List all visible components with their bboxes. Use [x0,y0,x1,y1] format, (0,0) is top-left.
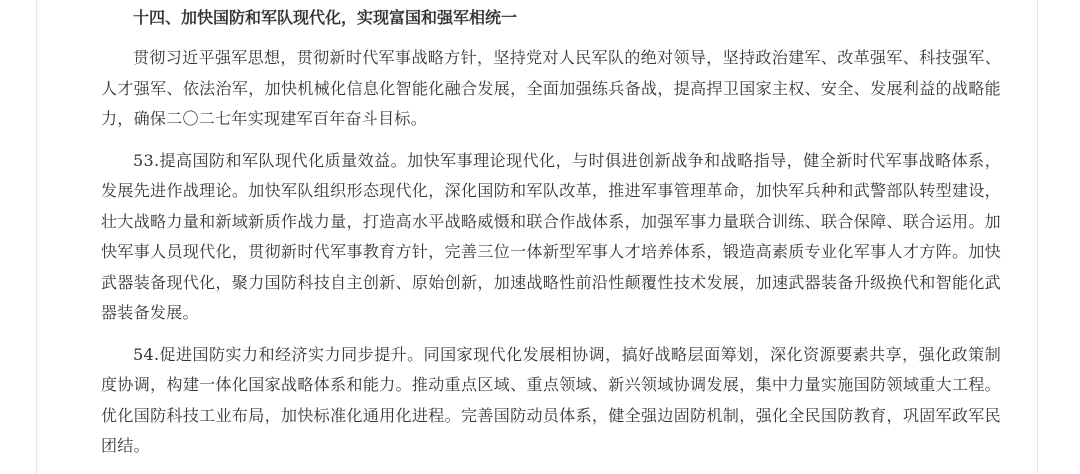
article-body [101,3,1001,473]
section-heading: 十四、加快国防和军队现代化，实现富国和强军相统一 [133,8,518,27]
right-border-rule [1037,0,1038,474]
paragraph-53: 53.提高国防和军队现代化质量效益。加快军事理论现代化，与时俱进创新战争和战略指导，健全新时代军事战略体系，发展先进作战理论。加快军队组织形态现代化，深化国防和军队改革，推进军事管理革命，加快军兵种和武警部队转型建设，壮大战略力量和新域新质作战力量，打造高水平战略威慑和联合作战体系，加强军事力量联合训练、联合保障、联合运用。加快军事人员现代化，贯彻新时代军事教育方针，完善三位一体新型军事人才培养体系，锻造高素质专业化军事人才方阵。加快武器装备现代化，聚力国防科技自主创新、原始创新，加速战略性前沿性颠覆性技术发展，加速武器装备升级换代和智能化武器装备发展。 [101,150,1001,322]
paragraph-54: 54.促进国防实力和经济实力同步提升。同国家现代化发展相协调，搞好战略层面筹划，深化资源要素共享，强化政策制度协调，构建一体化国家战略体系和能力。推动重点区域、重点领域、新兴领域协调发展，集中力量实施国防领域重大工程。优化国防科技工业布局，加快标准化通用化进程。完善国防动员体系，健全强边固防机制，强化全民国防教育，巩固军政军民团结。 [101,344,1001,455]
left-border-rule [36,0,37,474]
intro-paragraph: 贯彻习近平强军思想，贯彻新时代军事战略方针，坚持党对人民军队的绝对领导，坚持政治建军、改革强军、科技强军、人才强军、依法治军，加快机械化信息化智能化融合发展，全面加强练兵备战，提高捍卫国家主权、安全、发展利益的战略能力，确保二〇二七年实现建军百年奋斗目标。 [101,48,1001,128]
